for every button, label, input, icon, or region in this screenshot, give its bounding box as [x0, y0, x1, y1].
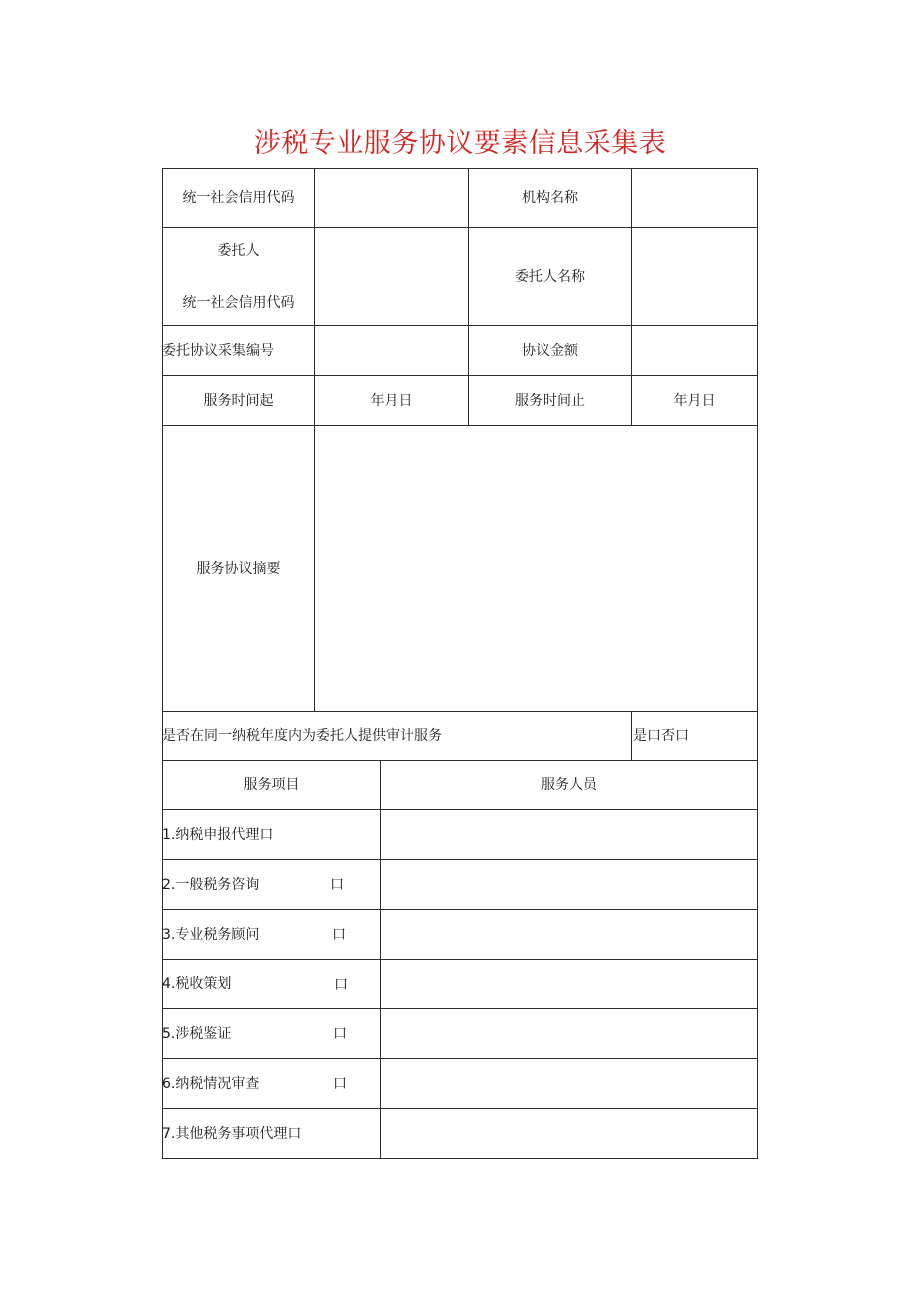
summary-label: 服务协议摘要: [196, 560, 281, 577]
table-border: [757, 168, 758, 1159]
service-staff-3[interactable]: [381, 910, 757, 959]
client-label-line1: 委托人: [217, 242, 260, 259]
amount-field[interactable]: [632, 326, 757, 375]
org-name-field[interactable]: [632, 169, 757, 227]
client-label-line2: 统一社会信用代码: [182, 294, 295, 311]
checkbox-service-3[interactable]: 口: [332, 927, 346, 943]
org-name-label: 机构名称: [522, 190, 578, 206]
audit-question: 是否在同一纳税年度内为委托人提供审计服务: [162, 728, 442, 744]
service-item-2: 2.一般税务咨询: [162, 876, 260, 893]
col-header-service-staff: 服务人员: [541, 777, 597, 793]
agreement-no-field[interactable]: [315, 326, 468, 375]
service-staff-1[interactable]: [381, 810, 757, 859]
checkbox-service-4[interactable]: 口: [334, 977, 348, 993]
credit-code-label: 统一社会信用代码: [182, 190, 295, 206]
amount-label: 协议金额: [522, 342, 578, 359]
checkbox-service-5[interactable]: 口: [333, 1026, 347, 1042]
client-credit-code-label: [163, 228, 314, 325]
service-item-5: 5.涉税鉴证: [162, 1025, 232, 1042]
service-start-value[interactable]: 年月日: [370, 392, 413, 409]
audit-answer[interactable]: 是口否口: [633, 728, 689, 744]
service-item-3: 3.专业税务顾问: [162, 926, 260, 943]
table-border: [162, 1158, 758, 1159]
service-end-label: 服务时间止: [515, 392, 585, 409]
service-staff-5[interactable]: [381, 1009, 757, 1058]
service-item-7: 7.其他税务事项代理口: [162, 1125, 302, 1142]
agreement-no-label: 委托协议采集编号: [162, 342, 274, 359]
service-staff-6[interactable]: [381, 1059, 757, 1108]
service-end-value[interactable]: 年月日: [673, 392, 716, 409]
page-title: 涉税专业服务协议要素信息采集表: [253, 128, 667, 159]
client-name-field[interactable]: [632, 228, 757, 325]
client-credit-code-field[interactable]: [315, 228, 468, 325]
service-item-4: 4.税收策划: [162, 976, 232, 992]
service-start-label: 服务时间起: [203, 392, 274, 409]
service-staff-7[interactable]: [381, 1109, 757, 1158]
service-staff-2[interactable]: [381, 860, 757, 909]
checkbox-service-2[interactable]: 口: [330, 877, 344, 893]
service-item-1: 1.纳税申报代理口: [162, 826, 274, 843]
credit-code-field[interactable]: [315, 169, 468, 227]
checkbox-service-6[interactable]: 口: [333, 1076, 347, 1092]
summary-field[interactable]: [315, 426, 757, 711]
client-name-label: 委托人名称: [515, 268, 585, 285]
col-header-service-item: 服务项目: [243, 777, 300, 793]
service-item-6: 6.纳税情况审查: [162, 1075, 260, 1092]
service-staff-4[interactable]: [381, 960, 757, 1008]
